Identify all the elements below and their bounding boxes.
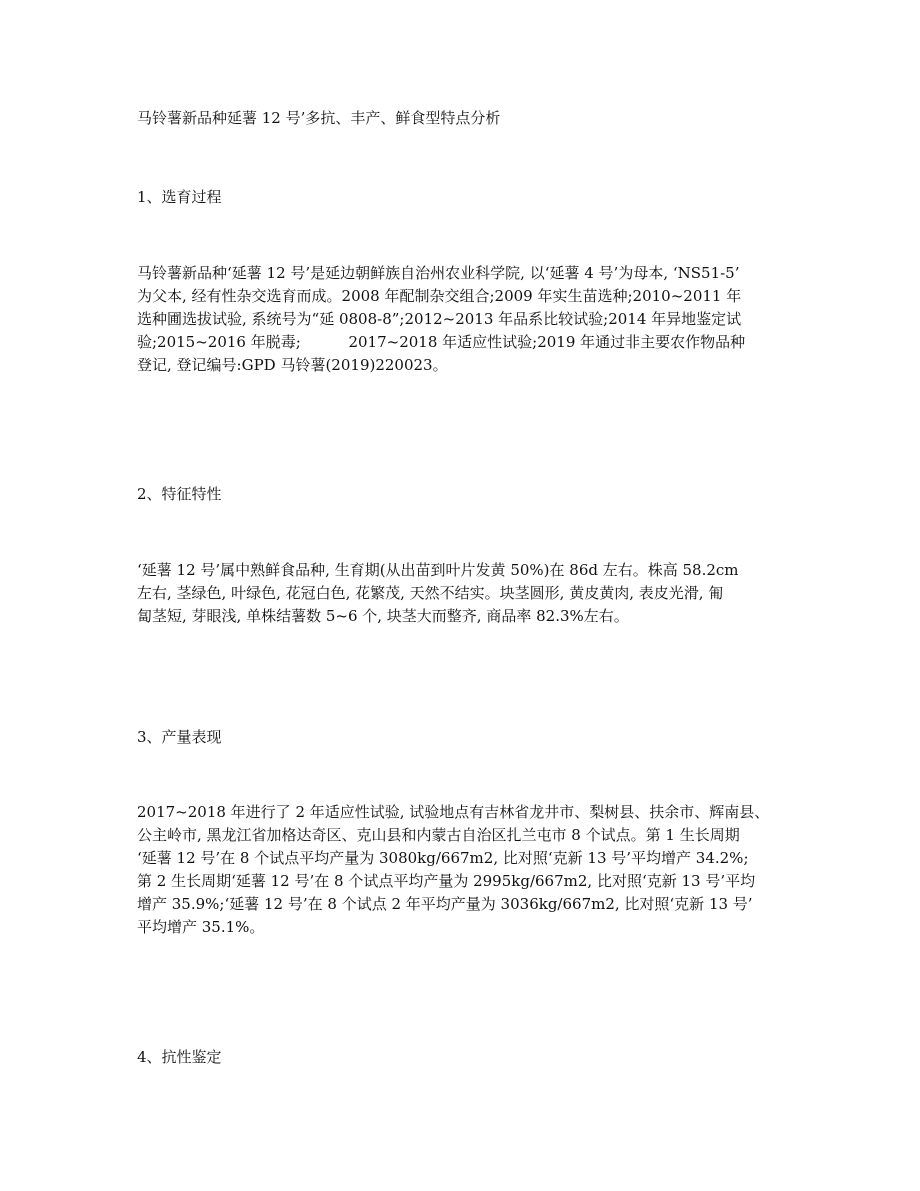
paragraph-line: ‘延薯 12 号’属中熟鲜食品种, 生育期(从出苗到叶片发黄 50%)在 86d 左右。株高 58.2cm bbox=[137, 561, 739, 579]
paragraph-line: 2017~2018 年进行了 2 年适应性试验, 试验地点有吉林省龙井市、梨树县、扶余市、辉南县、 bbox=[137, 803, 770, 821]
paragraph-line: 公主岭市, 黑龙江省加格达奇区、克山县和内蒙古自治区扎兰屯市 8 个试点。第 1 生长周期 bbox=[137, 826, 740, 844]
paragraph-line: 第 2 生长周期‘延薯 12 号’在 8 个试点平均产量为 2995kg/667m2, 比对照‘克新 13 号’平均 bbox=[137, 872, 756, 890]
section-heading-characteristics: 2、特征特性 bbox=[137, 485, 222, 503]
paragraph-line: 增产 35.9%;‘延薯 12 号’在 8 个试点 2 年平均产量为 3036kg/667m2, 比对照‘克新 13 号’ bbox=[137, 895, 753, 913]
paragraph-line: 马铃薯新品种‘延薯 12 号’是延边朝鲜族自治州农业科学院, 以‘延薯 4 号’为母本, ‘NS51-5’ bbox=[137, 264, 740, 282]
section-paragraph-yield-performance bbox=[137, 801, 787, 939]
section-heading-breeding-process: 1、选育过程 bbox=[137, 188, 222, 206]
section-heading-resistance-identification: 4、抗性鉴定 bbox=[137, 1048, 222, 1066]
section-heading-yield-performance: 3、产量表现 bbox=[137, 728, 222, 746]
document-title: 马铃薯新品种延薯 12 号’多抗、丰产、鲜食型特点分析 bbox=[137, 109, 501, 127]
paragraph-line: 平均增产 35.1%。 bbox=[137, 918, 265, 936]
paragraph-line: 为父本, 经有性杂交选育而成。2008 年配制杂交组合;2009 年实生苗选种;2010~2011 年 bbox=[137, 287, 742, 305]
paragraph-line: ‘延薯 12 号’在 8 个试点平均产量为 3080kg/667m2, 比对照‘克新 13 号’平均增产 34.2%; bbox=[137, 849, 749, 867]
paragraph-line: 验;2015~2016 年脱毒; 2017~2018 年适应性试验;2019 年通过非主要农作物品种 bbox=[137, 333, 746, 351]
section-paragraph-characteristics bbox=[137, 559, 787, 628]
paragraph-line: 左右, 茎绿色, 叶绿色, 花冠白色, 花繁茂, 天然不结实。块茎圆形, 黄皮黄肉, 表皮光滑, 匍 bbox=[137, 584, 724, 602]
paragraph-line: 选种圃选拔试验, 系统号为“延 0808-8”;2012~2013 年品系比较试验;2014 年异地鉴定试 bbox=[137, 310, 742, 328]
paragraph-line: 匐茎短, 芽眼浅, 单株结薯数 5~6 个, 块茎大而整齐, 商品率 82.3%左右。 bbox=[137, 607, 629, 625]
paragraph-line: 登记, 登记编号:GPD 马铃薯(2019)220023。 bbox=[137, 356, 448, 374]
section-paragraph-breeding-process bbox=[137, 262, 787, 377]
